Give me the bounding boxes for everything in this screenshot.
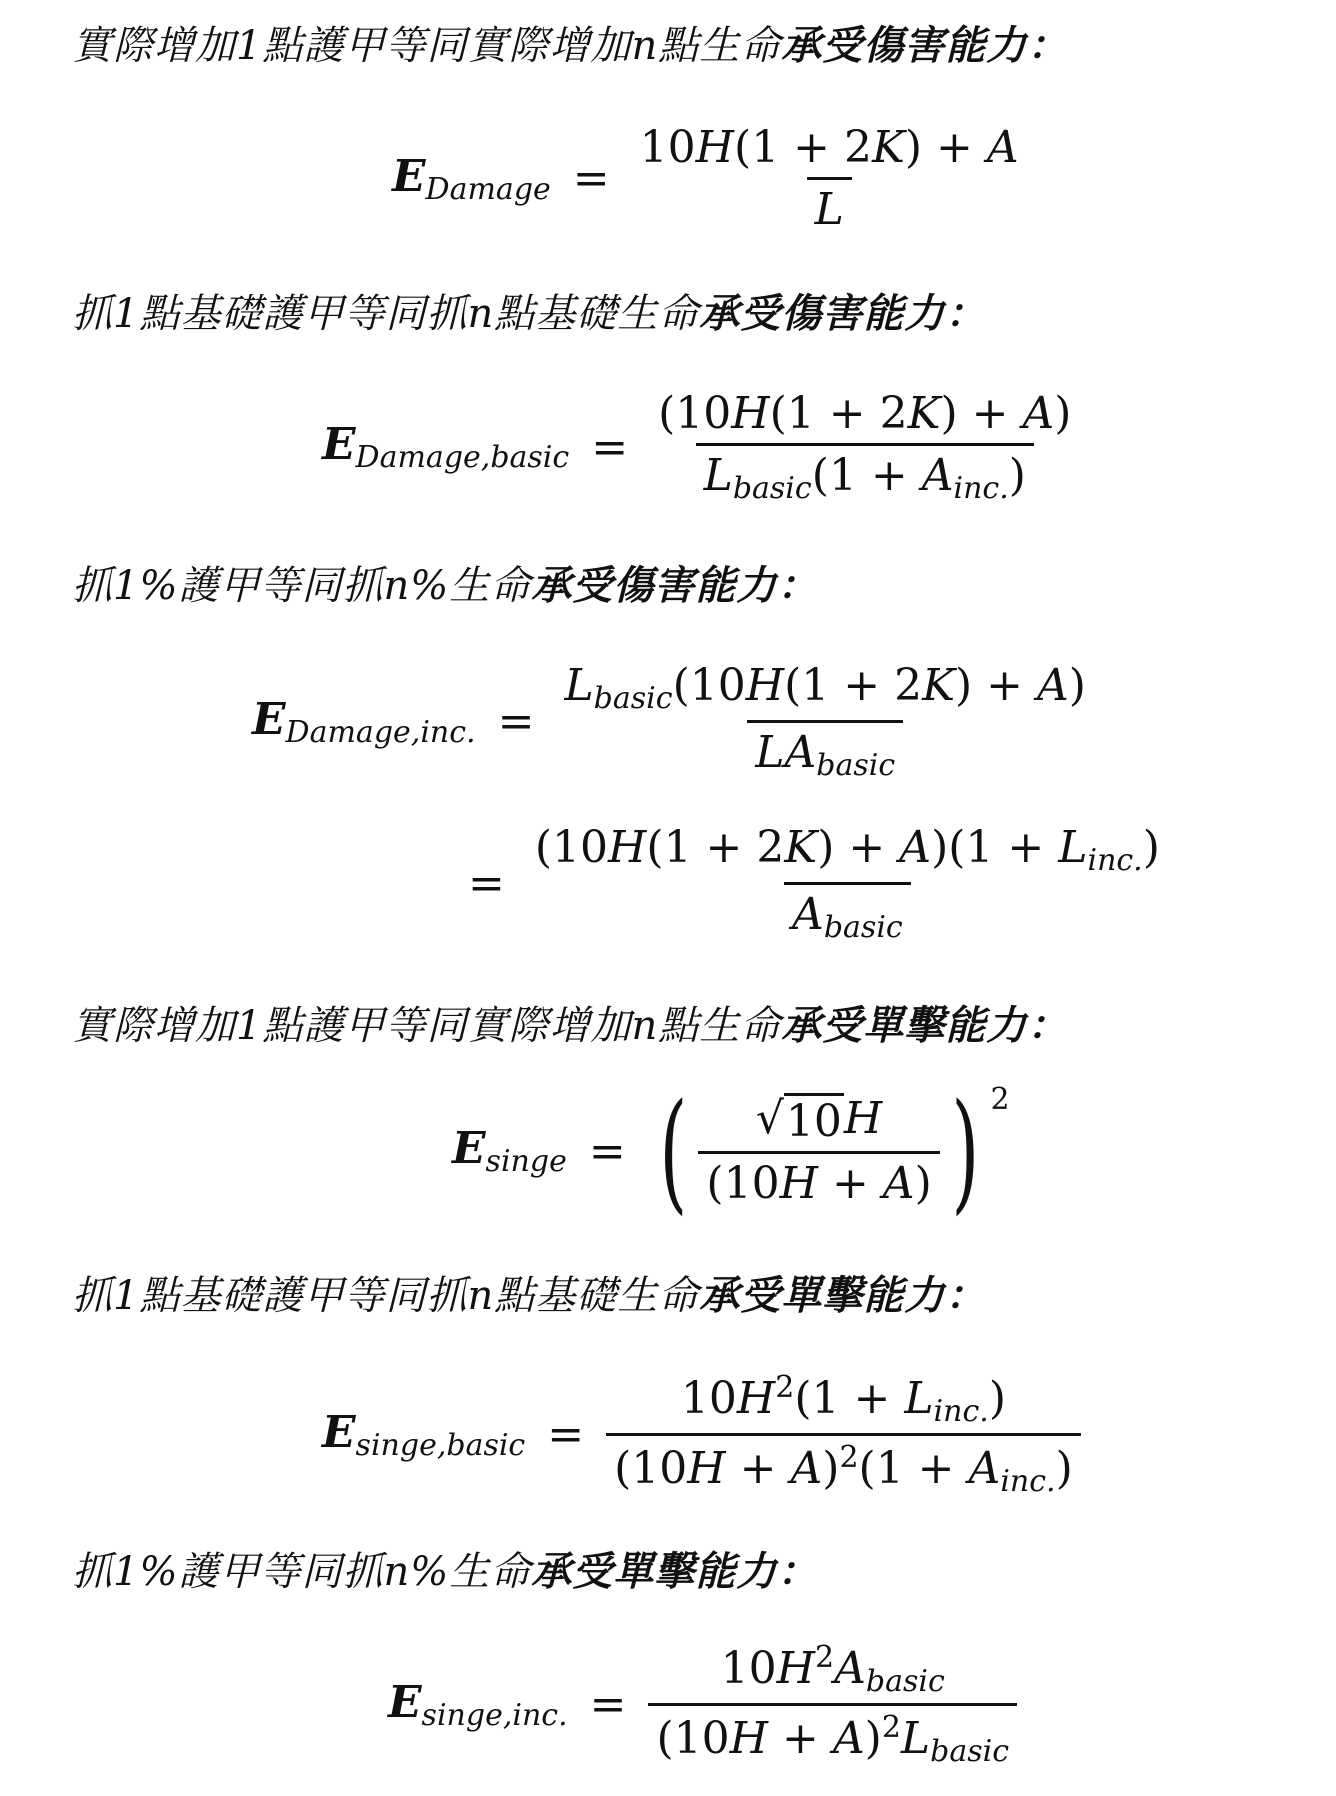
equation-lhs: $E_{Damage,basic}$: [322, 419, 570, 475]
fraction: $\frac{(10H(1 + 2K) + A)}{L_{basic}(1 + A_{inc.})}$: [658, 388, 1072, 506]
heading-single-basic: 抓1點基礎護甲等同抓n點基礎生命承受單擊能力：: [72, 1272, 987, 1319]
equation-single-inc: $E_{singe,inc.}$ = $\frac{10H^2A_{basic}}{(10H + A)^2L_{basic}}$: [388, 1640, 1017, 1769]
heading-damage-basic: 抓1點基礎護甲等同抓n點基礎生命承受傷害能力：: [72, 290, 987, 337]
heading-single-actual: 實際增加1點護甲等同實際增加n點生命承受單擊能力：: [72, 1002, 1069, 1049]
fraction: $\frac{10H^2(1 + L_{inc.})}{(10H + A)^2(1 + A_{inc.})}$: [606, 1370, 1081, 1499]
equation-single-basic: $E_{singe,basic}$ = $\frac{10H^2(1 + L_{inc.})}{(10H + A)^2(1 + A_{inc.})}$: [322, 1370, 1081, 1499]
fraction: √ 10 H (10H + A): [698, 1093, 939, 1209]
equation-single: $E_{singe}$ = ( √ 10 H (10H + A) ) 2: [452, 1075, 1010, 1227]
heading-single-inc: 抓1%護甲等同抓n%生命承受單擊能力：: [72, 1548, 819, 1595]
equation-lhs: $E_{Damage}$: [392, 150, 551, 207]
right-paren: ): [951, 1075, 980, 1227]
heading-damage-actual: 實際增加1點護甲等同實際增加n點生命承受傷害能力：: [72, 22, 1069, 69]
exponent: 2: [990, 1082, 1010, 1117]
equation-damage-basic: $E_{Damage,basic}$ = $\frac{(10H(1 + 2K) + A)}{L_{basic}(1 + A_{inc.})}$: [322, 388, 1079, 506]
heading-damage-inc: 抓1%護甲等同抓n%生命承受傷害能力：: [72, 562, 819, 609]
equation-damage: $E_{Damage}$ = $\frac{10H(1 + 2K) + A}{L}$: [392, 122, 1027, 235]
fraction: $\frac{10H(1 + 2K) + A}{L}$: [639, 122, 1019, 235]
fraction: $\frac{10H^2A_{basic}}{(10H + A)^2L_{basic}}$: [648, 1640, 1017, 1769]
equation-lhs: $E_{singe}$: [452, 1123, 567, 1179]
fraction: $\frac{L_{basic}(10H(1 + 2K) + A)}{LA_{basic}}$: [564, 660, 1086, 783]
equation-lhs: $E_{singe,inc.}$: [388, 1676, 568, 1733]
fraction: $\frac{(10H(1 + 2K) + A)(1 + L_{inc.})}{A_{basic}}$: [534, 822, 1160, 945]
equation-damage-inc: $E_{Damage,inc.}$ = $\frac{L_{basic}(10H(1 + 2K) + A)}{LA_{basic}}$: [252, 660, 1094, 783]
equation-damage-inc-expanded: = $\frac{(10H(1 + 2K) + A)(1 + L_{inc.})}{A_{basic}}$: [468, 822, 1168, 945]
equation-lhs: $E_{singe,basic}$: [322, 1406, 526, 1463]
equation-lhs: $E_{Damage,inc.}$: [252, 693, 476, 750]
left-paren: (: [659, 1075, 688, 1227]
sqrt-sign: √ 10: [755, 1093, 842, 1147]
